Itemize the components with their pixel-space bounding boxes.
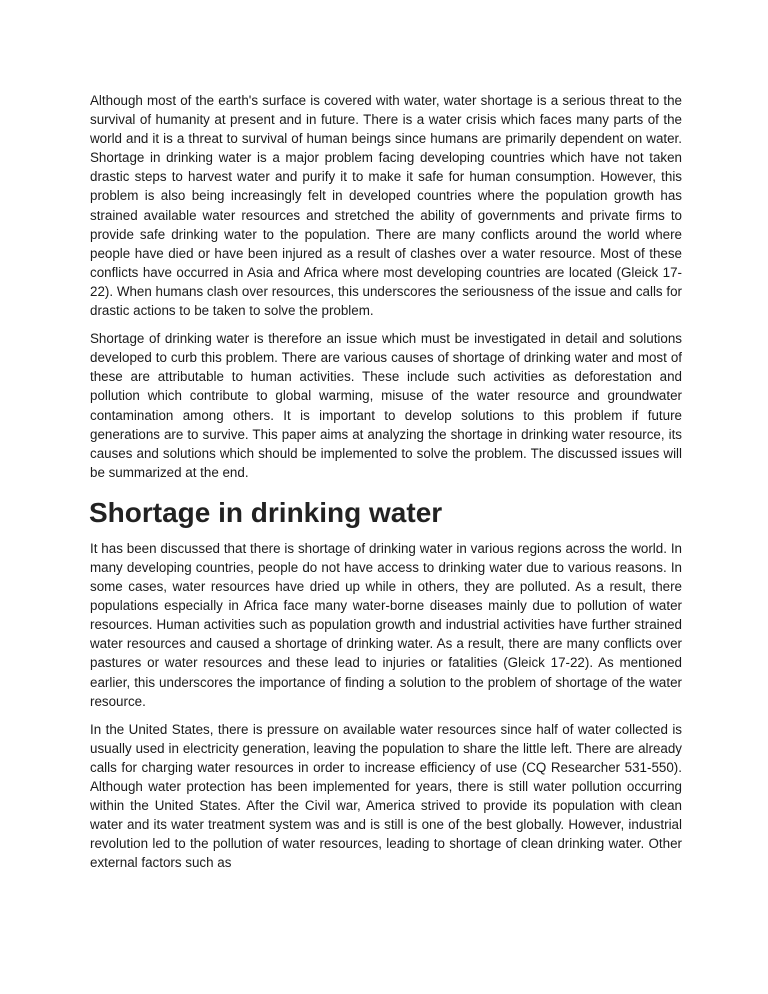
section-paragraph-2: In the United States, there is pressure on available water resources since half of water collected is usually used in electricity generation, leaving the population to share the little left. There are already calls for charging water resources in order to increase efficiency of use (CQ Researcher 531-550). Although water protection has been implemented for years, there is still water pollution occurring within the United States. After the Civil war, America strived to provide its population with clean water and its water treatment system was and is still is one of the best globally. However, industrial revolution led to the pollution of water resources, leading to shortage of clean drinking water. Other external factors such as xyxy=(90,721,682,871)
intro-paragraph-2: Shortage of drinking water is therefore an issue which must be investigated in detail and solutions developed to curb this problem. There are various causes of shortage of drinking water and most of these are attributable to human activities. These include such activities as deforestation and pollution which contribute to global warming, misuse of the water resource and groundwater contamination among others. It is important to develop solutions to this problem if future generations are to survive. This paper aims at analyzing the shortage in drinking water resource, its causes and solutions which should be implemented to solve the problem. The discussed issues will be summarized at the end. xyxy=(90,331,682,480)
section-heading: Shortage in drinking water xyxy=(89,496,443,528)
section-paragraph-1: It has been discussed that there is shortage of drinking water in various regions across the world. In many developing countries, people do not have access to drinking water due to various reasons. In some cases, water resources have dried up while in others, they are polluted. As a result, there populations especially in Africa face many water-borne diseases mainly due to pollution of water resources. Human activities such as population growth and industrial activities have further strained water resources and caused a shortage of drinking water. As a result, there are many conflicts over pastures or water resources and these lead to injuries or fatalities (Gleick 17-22). As mentioned earlier, this underscores the importance of finding a solution to the problem of shortage of the water resource. xyxy=(90,540,682,709)
intro-paragraph-1: Although most of the earth's surface is covered with water, water shortage is a serious threat to the survival of humanity at present and in future. There is a water crisis which faces many parts of the world and it is a threat to survival of human beings since humans are primarily dependent on water. Shortage in drinking water is a major problem facing developing countries which have not taken drastic steps to harvest water and purify it to make it safe for human consumption. However, this problem is also being increasingly felt in developed countries where the population growth has strained available water resources and stretched the ability of governments and private firms to provide safe drinking water to the population. There are many conflicts around the world where people have died or have been injured as a result of clashes over a water resource. Most of these conflicts have occurred in Asia and Africa where most developing countries are located (Gleick 17-22). When humans clash over resources, this underscores the seriousness of the issue and calls for drastic actions to be taken to solve the problem. xyxy=(90,93,682,319)
document-body xyxy=(90,91,682,881)
